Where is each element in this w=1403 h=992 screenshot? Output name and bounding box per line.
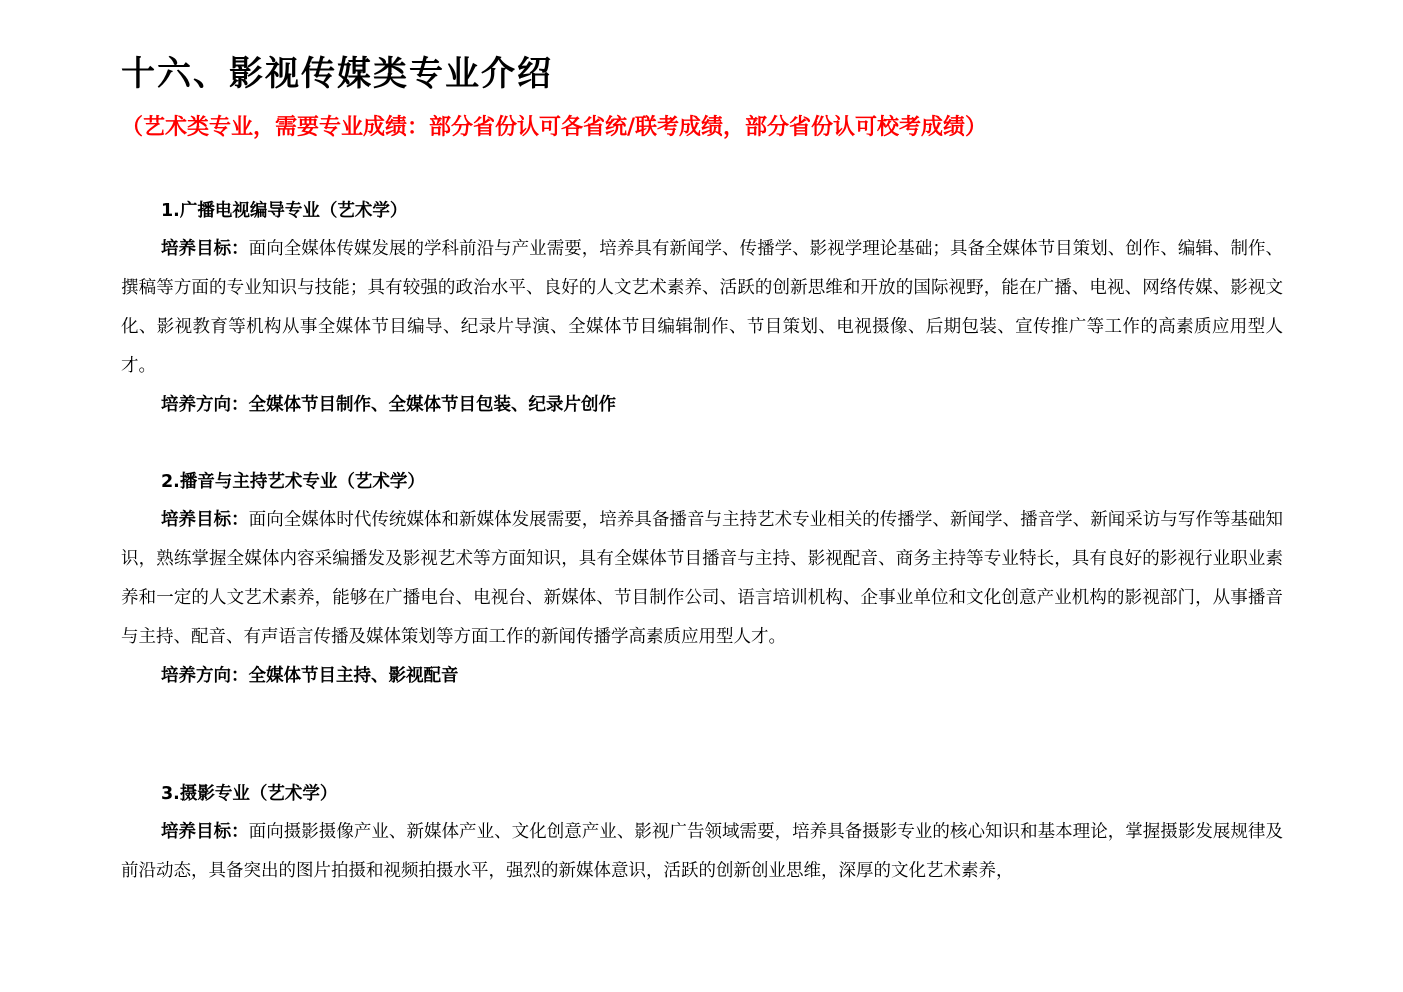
section-heading: 2.播音与主持艺术专业（艺术学） bbox=[161, 472, 425, 492]
goal-text: 面向全媒体时代传统媒体和新媒体发展需要，培养具备播音与主持艺术专业相关的传播学、新闻学、播音学、新闻采访与写作等基础知识，熟练掌握全媒体内容采编播发及影视艺术等方面知识，具有全媒体节目播音与主持、影视配音、商务主持等专业特长，具有良好的影视行业职业素养和一定的人文艺术素养，能够在广播电台、电视台、新媒体、节目制作公司、语言培训机构、企事业单位和文化创意产业机构的影视部门，从事播音与主持、配音、有声语言传播及媒体策划等方面工作的新闻传播学高素质应用型人才。 bbox=[121, 510, 1284, 647]
section-heading: 1.广播电视编导专业（艺术学） bbox=[161, 201, 408, 221]
major-section-3 bbox=[121, 775, 1283, 891]
goal-text: 面向摄影摄像产业、新媒体产业、文化创意产业、影视广告领域需要，培养具备摄影专业的核心知识和基本理论，掌握摄影发展规律及前沿动态，具备突出的图片拍摄和视频拍摄水平，强烈的新媒体意识，活跃的创新创业思维，深厚的文化艺术素养， bbox=[121, 822, 1284, 881]
major-section-1 bbox=[121, 192, 1283, 425]
page-subtitle-note: （艺术类专业，需要专业成绩：部分省份认可各省统/联考成绩，部分省份认可校考成绩） bbox=[121, 115, 988, 140]
section-goal bbox=[121, 813, 1283, 891]
page-title: 十六、影视传媒类专业介绍 bbox=[121, 54, 553, 94]
goal-label: 培养目标： bbox=[161, 510, 249, 530]
section-goal bbox=[121, 501, 1283, 657]
major-section-2 bbox=[121, 463, 1283, 696]
section-goal bbox=[121, 230, 1283, 386]
section-heading: 3.摄影专业（艺术学） bbox=[161, 784, 338, 804]
section-direction: 培养方向：全媒体节目主持、影视配音 bbox=[161, 666, 459, 686]
goal-label: 培养目标： bbox=[161, 822, 249, 842]
goal-label: 培养目标： bbox=[161, 239, 249, 259]
goal-text: 面向全媒体传媒发展的学科前沿与产业需要，培养具有新闻学、传播学、影视学理论基础；具备全媒体节目策划、创作、编辑、制作、撰稿等方面的专业知识与技能；具有较强的政治水平、良好的人文艺术素养、活跃的创新思维和开放的国际视野，能在广播、电视、网络传媒、影视文化、影视教育等机构从事全媒体节目编导、纪录片导演、全媒体节目编辑制作、节目策划、电视摄像、后期包装、宣传推广等工作的高素质应用型人才。 bbox=[121, 239, 1284, 376]
section-direction: 培养方向：全媒体节目制作、全媒体节目包装、纪录片创作 bbox=[161, 395, 616, 415]
